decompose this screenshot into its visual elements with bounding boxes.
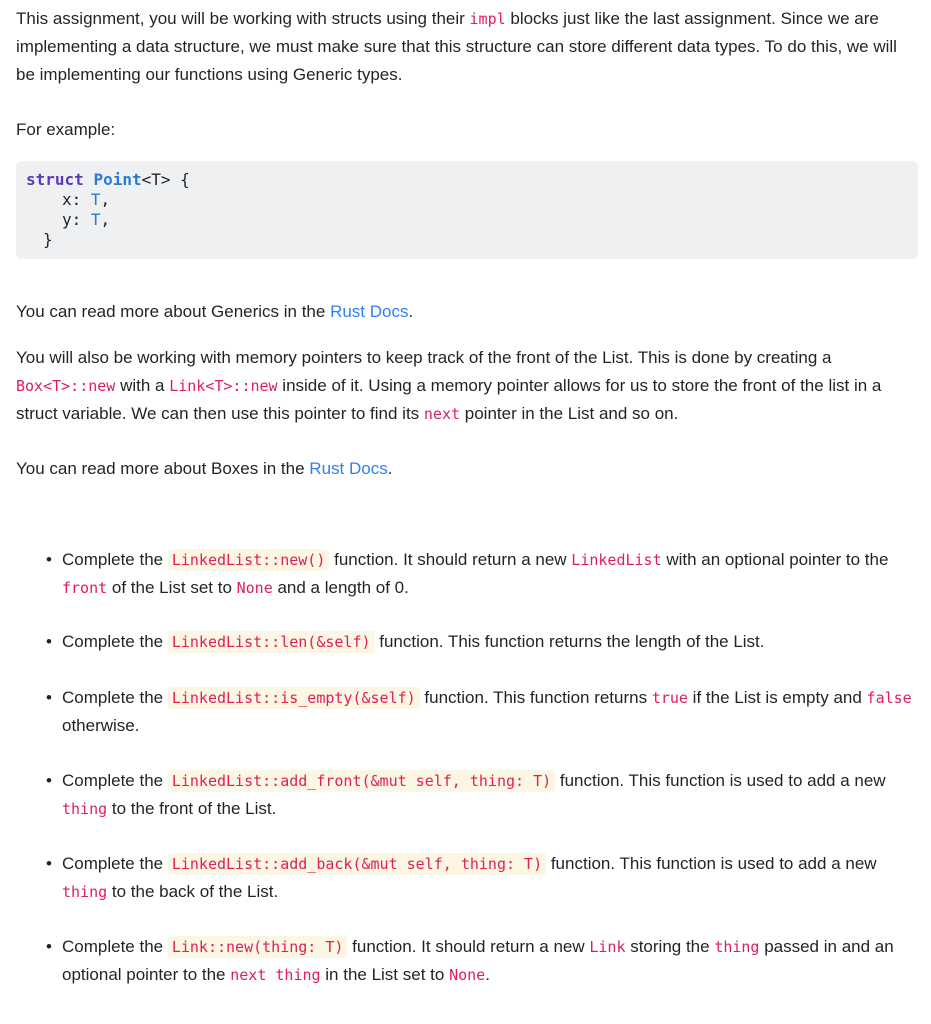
bullet-icon: • bbox=[46, 854, 52, 873]
example-label: For example: bbox=[16, 120, 116, 139]
generics-paragraph: You can read more about Generics in the Rust Docs. bbox=[16, 302, 414, 321]
code-line-4: } bbox=[43, 230, 53, 249]
intro-paragraph: This assignment, you will be working with structs using their impl blocks just like the last assignment. Since we are implementing a data structure, we must make sure that this structure can store different data types. To do this, we will be implementing our functions using Generic types. bbox=[16, 9, 897, 84]
boxes-paragraph: You can read more about Boxes in the Rust Docs. bbox=[16, 459, 393, 478]
bullet-icon: • bbox=[46, 550, 52, 569]
bullet-icon: • bbox=[46, 688, 52, 707]
generics-rust-docs-link[interactable]: Rust Docs bbox=[330, 302, 409, 321]
code-line-2: x: T, bbox=[62, 190, 111, 209]
pointer-paragraph: You will also be working with memory pointers to keep track of the front of the List. This is done by creating a Box<T>::new with a Link<T>::new inside of it. Using a memory pointer allows for us to store the front of the list in a struct variable. We can then use this pointer to find its next pointer in the List and so on. bbox=[16, 348, 882, 423]
code-line-1: struct Point<T> { bbox=[26, 170, 190, 189]
code-block bbox=[16, 161, 918, 259]
bullet-icon: • bbox=[46, 937, 52, 956]
boxes-rust-docs-link[interactable]: Rust Docs bbox=[309, 459, 388, 478]
code-line-3: y: T, bbox=[62, 210, 111, 229]
inline-code-impl: impl bbox=[469, 10, 506, 28]
bullet-icon: • bbox=[46, 771, 52, 790]
bullet-icon: • bbox=[46, 632, 52, 651]
